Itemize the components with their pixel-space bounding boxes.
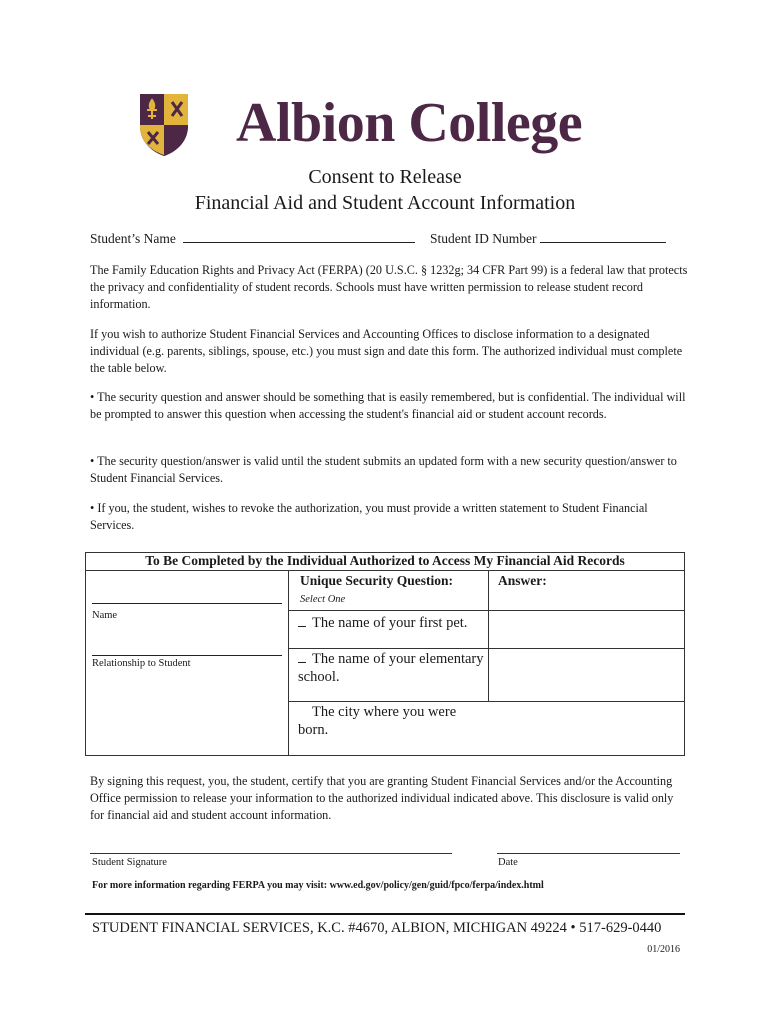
form-title-line1: Consent to Release (308, 166, 462, 188)
table-divider-right (488, 571, 489, 702)
question-option-first-pet[interactable] (298, 614, 484, 632)
table-row-rule-2 (288, 648, 685, 649)
student-name-field[interactable] (183, 230, 415, 243)
option-label: The name of your elementary school. (298, 651, 484, 685)
footer-address: STUDENT FINANCIAL SERVICES, K.C. #4670, ALBION, MICHIGAN 49224 • 517-629-0440 (92, 920, 662, 936)
option-label: The name of your first pet. (312, 615, 468, 631)
security-question-bullet: • The security question and answer should be something that is easily remembered, but is confidential. The individual will be prompted to answer this question when accessing the student's financial aid or student account records. (90, 390, 686, 421)
option-checkbox[interactable] (298, 614, 306, 627)
select-one-hint: Select One (300, 594, 346, 605)
table-divider-left (288, 571, 289, 756)
ferpa-paragraph: The Family Education Rights and Privacy Act (FERPA) (20 U.S.C. § 1232g; 34 CFR Part 99) is a federal law that protects the privacy and confidentiality of student records. Schools must have written permission to release student record information. (90, 263, 688, 311)
question-option-birth-city[interactable] (298, 703, 484, 739)
security-question-header: Unique Security Question: (300, 573, 454, 588)
relationship-field[interactable] (92, 643, 282, 656)
table-row-rule-3 (288, 701, 685, 702)
footer-rule (85, 913, 685, 915)
student-id-field[interactable] (540, 230, 666, 243)
table-row-rule-1 (288, 610, 685, 611)
date-label: Date (498, 857, 518, 868)
authorized-name-field[interactable] (92, 591, 282, 604)
student-name-label: Student’s Name (90, 231, 176, 246)
authorization-paragraph: If you wish to authorize Student Financial Services and Accounting Offices to disclose information to a designated individual (e.g. parents, siblings, spouse, etc.) you must sign and date this form. The authorized individual must complete the table below. (90, 327, 683, 375)
student-name-row (90, 230, 415, 248)
form-title-line2: Financial Aid and Student Account Information (194, 192, 576, 214)
student-id-label: Student ID Number (430, 231, 537, 246)
question-option-elementary-school[interactable] (298, 650, 484, 686)
answer-header: Answer: (498, 573, 547, 588)
option-checkbox[interactable] (298, 650, 306, 663)
authorized-name-label: Name (92, 610, 118, 621)
form-date-code: 01/2016 (647, 944, 680, 955)
signature-line[interactable] (90, 853, 452, 854)
validity-bullet: • The security question/answer is valid until the student submits an updated form with a new security question/answer to Student Financial Services. (90, 454, 677, 485)
date-line[interactable] (497, 853, 680, 854)
relationship-label: Relationship to Student (92, 658, 191, 669)
option-label: The city where you were born. (298, 704, 457, 738)
college-wordmark: Albion College (236, 92, 583, 154)
student-signature-label: Student Signature (92, 857, 167, 868)
table-heading: To Be Completed by the Individual Authorized to Access My Financial Aid Records (85, 552, 685, 571)
student-id-row (430, 230, 666, 248)
revoke-bullet: • If you, the student, wishes to revoke the authorization, you must provide a written statement to Student Financial Services. (90, 501, 648, 532)
ferpa-info-link: For more information regarding FERPA you may visit: www.ed.gov/policy/gen/guid/fpco/ferpa/index.html (92, 880, 544, 891)
certification-paragraph: By signing this request, you, the student, certify that you are granting Student Financial Services and/or the Accounting Office permission to release your information to the authorized individual indicated above. This disclosure is valid only for financial aid and student account information. (90, 774, 674, 822)
college-shield-logo (138, 92, 190, 158)
